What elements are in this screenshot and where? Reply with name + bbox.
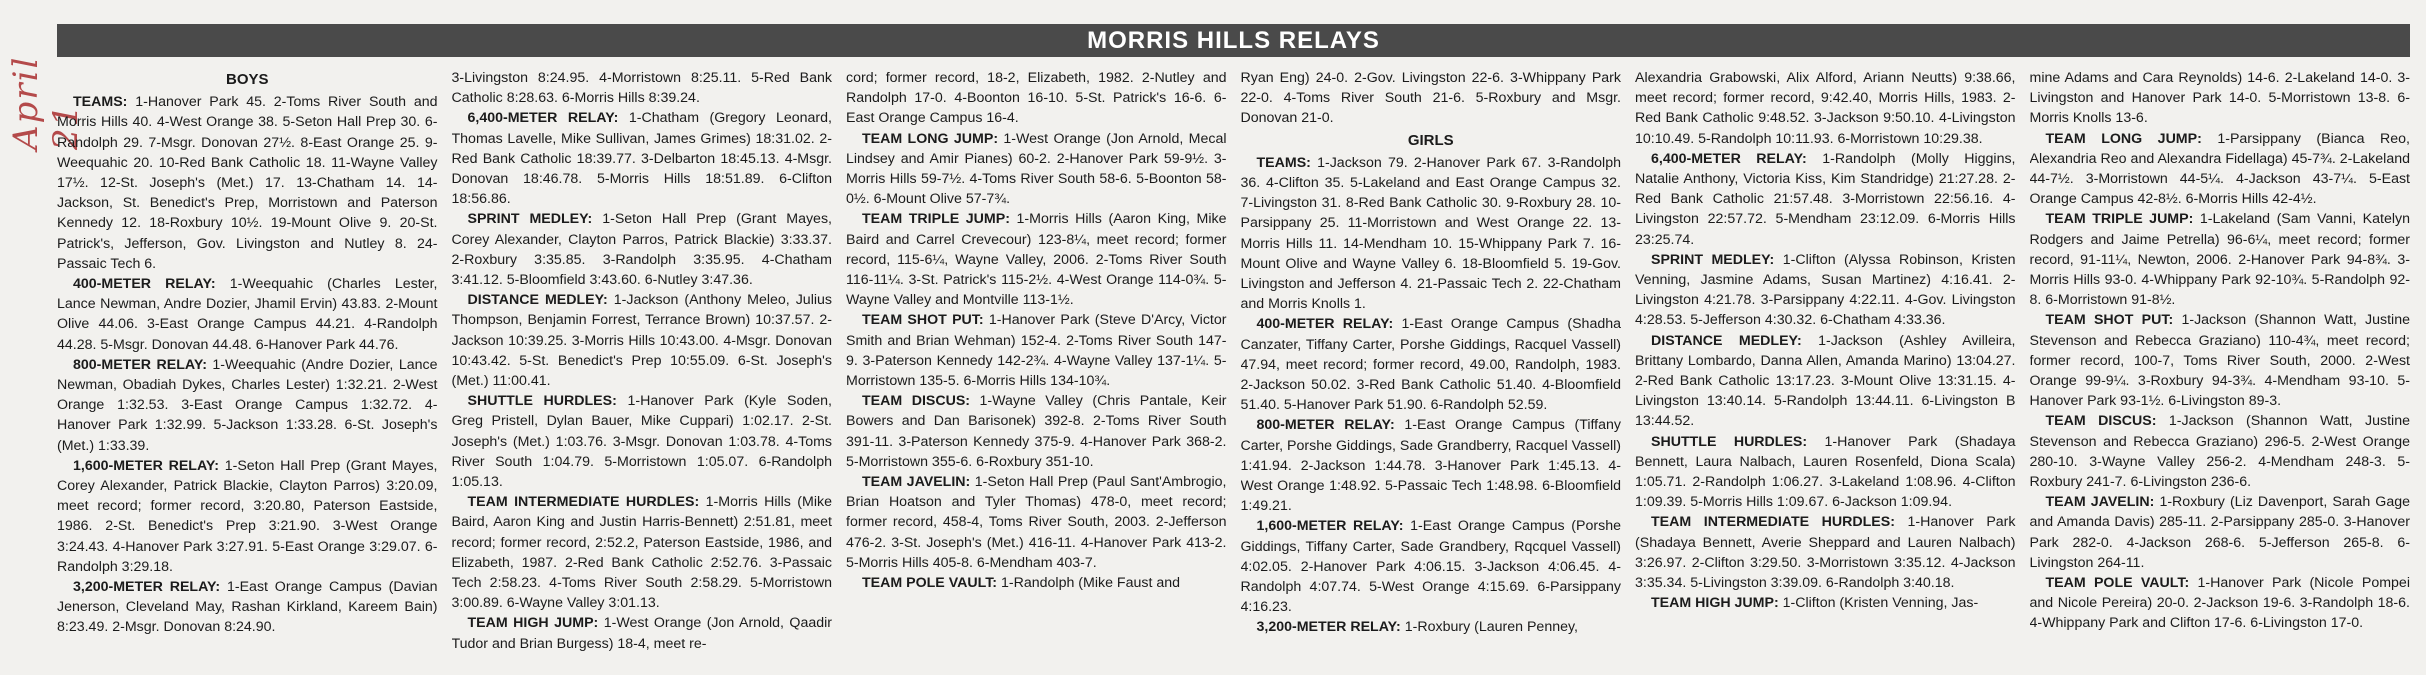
- column-3: [846, 68, 1227, 668]
- result-entry: [57, 456, 438, 577]
- column-6: [2030, 68, 2411, 668]
- event-results: 1-Hanover Park 45. 2-Toms River South and Morris Hills 40. 4-West Orange 38. 5-Seton Hall Prep 30. 6-Randolph 29. 7-Msgr. Donovan 27½. 8-East Orange 25. 9-Weequahic 20. 10-Red Bank Catholic 18. 11-Wayne Valley 17½. 12-St. Joseph's (Met.) 17. 13-Chatham 14. 14-Jackson, St. Benedict's Prep, Morristown and Paterson Kennedy 12. 18-Roxbury 10½. 19-Mount Olive 9. 20-St. Patrick's, Jefferson, Gov. Livingston and Nutley 8. 24-Passaic Tech 6.: [57, 94, 438, 272]
- result-entry: [452, 209, 833, 290]
- event-results: 1-Wayne Valley (Chris Pantale, Keir Bowers and Dan Barisonek) 392-8. 2-Toms River South 391-11. 3-Paterson Kennedy 375-9. 4-Hanover Park 368-2. 5-Morristown 355-6. 6-Roxbury 351-10.: [846, 393, 1227, 470]
- result-entry: [1635, 512, 2016, 593]
- result-entry: [1635, 432, 2016, 513]
- result-entry: [2030, 573, 2411, 634]
- handwritten-date-note: April 21: [6, 55, 86, 150]
- event-name: TEAMS:: [73, 94, 128, 111]
- result-entry: [846, 209, 1227, 310]
- event-results: 1-Roxbury (Liz Davenport, Sarah Gage and Amanda Davis) 285-11. 2-Parsippany 285-0. 3-Hanover Park 282-0. 4-Jackson 268-6. 5-Jefferson 265-8. 6-Livingston 264-11.: [2029, 494, 2410, 571]
- result-entry: [1635, 593, 2016, 613]
- result-entry: [1241, 68, 1622, 129]
- section-heading: GIRLS: [1407, 131, 1454, 149]
- event-results: 1-Parsippany (Bianca Reo, Alexandria Reo and Alexandra Fidellaga) 45-7¾. 2-Lakeland 44-7½. 3-Morristown 44-5¼. 4-Jackson 43-7¼. 5-East Orange Campus 42-8½. 6-Morris Hills 42-4½.: [2029, 130, 2410, 208]
- event-name: DISTANCE MEDLEY:: [1651, 332, 1802, 349]
- result-entry: [452, 290, 833, 391]
- result-entry: [1635, 331, 2016, 432]
- result-entry: [57, 355, 438, 456]
- result-entry: [1241, 415, 1622, 516]
- event-name: 800-METER RELAY:: [73, 356, 207, 373]
- event-name: 1,600-METER RELAY:: [73, 457, 220, 474]
- event-results: 1-Morris Hills (Aaron King, Mike Baird and Carrel Crevecour) 123-8¼, meet record; former record, 115-6¼, Wayne Valley, 2006. 2-Toms River South 116-11¼. 3-St. Patrick's 115-2½. 4-West Orange 114-0¾. 5-Wayne Valley and Montville 113-1½.: [846, 211, 1227, 309]
- event-results: 1-Hanover Park (Nicole Pompei and Nicole Pereira) 20-0. 2-Jackson 19-6. 3-Randolph 18-6. 4-Whippany Park and Clifton 17-6. 6-Livingston 17-0.: [2029, 575, 2410, 632]
- event-results: 1-West Orange (Jon Arnold, Qaadir Tudor and Brian Burgess) 18-4, meet re-: [451, 615, 832, 652]
- section-heading: BOYS: [225, 71, 269, 88]
- column-5: [1635, 68, 2016, 668]
- results-columns: [57, 68, 2410, 668]
- event-results: cord; former record, 18-2, Elizabeth, 1982. 2-Nutley and Randolph 17-0. 4-Boonton 16-10. 5-St. Patrick's 16-6. 6-East Orange Campus 16-4.: [846, 70, 1227, 127]
- event-results: Ryan Eng) 24-0. 2-Gov. Livingston 22-6. 3-Whippany Park 22-0. 4-Toms River South 21-6. 5-Roxbury and Msgr. Donovan 21-0.: [1240, 70, 1621, 127]
- event-results: 1-Hanover Park (Shadaya Bennett, Averie Sheppard and Lauren Nalbach) 3:26.97. 2-Clifton 3:29.50. 3-Morristown 3:35.12. 4-Jackson 3:35.34. 5-Livingston 3:39.09. 6-Randolph 3:40.18.: [1635, 514, 2016, 592]
- event-name: 400-METER RELAY:: [73, 276, 216, 293]
- result-entry: [846, 573, 1227, 593]
- event-results: 1-Seton Hall Prep (Paul Sant'Ambrogio, Brian Hoatson and Tyler Thomas) 478-0, meet record; former record, 458-4, Toms River South, 2003. 2-Jefferson 476-2. 3-St. Joseph's (Met.) 416-11. 4-Hanover Park 413-2. 5-Morris Hills 405-8. 6-Mendham 403-7.: [846, 474, 1227, 571]
- event-name: TEAM INTERMEDIATE HURDLES:: [467, 494, 700, 511]
- event-results: 1-East Orange Campus (Tiffany Carter, Porshe Giddings, Sade Grandberry, Racquel Vassell) 1:41.94. 2-Jackson 1:44.78. 3-Hanover Park 1:45.13. 4-West Orange 1:48.92. 5-Passaic Tech 1:48.98. 6-Bloomfield 1:49.21.: [1240, 417, 1621, 515]
- result-entry: [57, 274, 438, 355]
- result-entry: [1241, 617, 1622, 637]
- result-entry: [2030, 411, 2411, 492]
- event-name: 3,200-METER RELAY:: [73, 579, 221, 596]
- result-entry: [57, 92, 438, 274]
- result-entry: [452, 391, 833, 492]
- result-entry: [452, 108, 833, 209]
- result-entry: [2030, 310, 2411, 411]
- event-results: 1-Seton Hall Prep (Grant Mayes, Corey Alexander, Patrick Blackie, Clayton Parros) 3:20.09, meet record; former record, 3:20.80, Paterson Eastside, 1986. 2-St. Benedict's Prep 3:21.90. 3-West Orange 3:24.43. 4-Hanover Park 3:27.91. 5-East Orange 3:29.07. 6-Randolph 3:29.18.: [57, 457, 438, 575]
- result-entry: [452, 613, 833, 653]
- event-results: 1-Randolph (Molly Higgins, Natalie Anthony, Victoria Kiss, Kim Standridge) 21:27.28. 2-Red Bank Catholic 21:57.48. 3-Morristown 22:56.16. 4-Livingston 22:57.72. 5-Mendham 23:12.09. 6-Morris Hills 23:25.74.: [1635, 150, 2016, 248]
- event-results: 1-Jackson (Anthony Meleo, Julius Thompson, Benjamin Forrest, Terrance Brown) 10:37.57. 2-Jackson 10:39.25. 3-Morris Hills 10:43.00. 4-Msgr. Donovan 10:43.42. 5-St. Benedict's Prep 10:55.09. 6-St. Joseph's (Met.) 11:00.41.: [451, 292, 832, 390]
- event-results: 1-Weequahic (Andre Dozier, Lance Newman, Obadiah Dykes, Charles Lester) 1:32.21. 2-West Orange 1:32.53. 3-East Orange Campus 1:32.72. 4-Hanover Park 1:32.99. 5-Jackson 1:33.28. 6-St. Joseph's (Met.) 1:33.39.: [57, 356, 438, 454]
- result-entry: [2030, 492, 2411, 573]
- event-results: 1-Hanover Park (Steve D'Arcy, Victor Smith and Brian Wehman) 152-4. 2-Toms River South 147-9. 3-Paterson Kennedy 142-2¾. 4-Wayne Valley 137-1¼. 5-Morristown 135-5. 6-Morris Hills 134-10¾.: [846, 312, 1227, 390]
- result-entry: [1635, 68, 2016, 149]
- result-entry: [2030, 68, 2411, 129]
- event-name: TEAM TRIPLE JUMP:: [862, 211, 1010, 228]
- event-name: TEAM SHOT PUT:: [862, 312, 984, 329]
- event-results: 1-Lakeland (Sam Vanni, Katelyn Rodgers and Jaime Petrella) 96-6¼, meet record; former record, 91-11¼, Newton, 2006. 2-Hanover Park 94-8¾. 3-Morris Hills 93-0. 4-Whippany Park 92-10¾. 5-Randolph 92-8. 6-Morristown 91-8½.: [2029, 211, 2410, 309]
- column-2: [452, 68, 833, 668]
- result-entry: [452, 68, 833, 108]
- event-name: TEAM LONG JUMP:: [862, 130, 999, 147]
- event-name: TEAM INTERMEDIATE HURDLES:: [1651, 514, 1895, 531]
- page-title: MORRIS HILLS RELAYS: [1087, 26, 1380, 54]
- event-name: SHUTTLE HURDLES:: [467, 393, 617, 410]
- result-entry: [57, 577, 438, 638]
- result-entry: [2030, 209, 2411, 310]
- event-results: 1-East Orange Campus (Porshe Giddings, Tiffany Carter, Sade Grandbery, Rqcquel Vassell) 4:02.05. 2-Hanover Park 4:06.15. 3-Jackson 4:06.45. 4-Randolph 4:07.74. 5-West Orange 4:15.69. 6-Parsippany 4:16.23.: [1240, 518, 1621, 616]
- column-4: [1241, 68, 1622, 668]
- event-name: TEAM DISCUS:: [2045, 413, 2157, 430]
- result-entry: [452, 492, 833, 613]
- event-name: TEAM HIGH JUMP:: [1651, 595, 1779, 612]
- result-entry: [846, 129, 1227, 210]
- event-results: 1-Morris Hills (Mike Baird, Aaron King and Justin Harris-Bennett) 2:51.81, meet record; former record, 2:52.2, Paterson Eastside, 1986, and Elizabeth, 1987. 2-Red Bank Catholic 2:52.76. 3-Passaic Tech 2:58.23. 4-Toms River South 2:58.29. 5-Morristown 3:00.89. 6-Wayne Valley 3:01.13.: [451, 494, 832, 612]
- event-results: 1-Jackson (Shannon Watt, Justine Stevenson and Rebecca Graziano) 110-4¾, meet record; former record, 100-7, Toms River South, 2000. 2-West Orange 99-9¼. 3-Roxbury 94-3¾. 4-Mendham 93-10. 5-Hanover Park 93-1½. 6-Livingston 89-3.: [2029, 312, 2410, 410]
- event-results: 3-Livingston 8:24.95. 4-Morristown 8:25.11. 5-Red Bank Catholic 8:28.63. 6-Morris Hills 8:39.24.: [451, 70, 832, 107]
- section-banner: [57, 24, 2410, 57]
- event-results: 1-Hanover Park (Shadaya Bennett, Laura Nalbach, Lauren Rosenfeld, Diona Scala) 1:05.71. 2-Randolph 1:06.27. 3-Lakeland 1:08.96. 4-Clifton 1:09.39. 5-Morris Hills 1:09.67. 6-Jackson 1:09.94.: [1635, 433, 2016, 511]
- event-name: TEAM JAVELIN:: [862, 474, 971, 491]
- event-name: SHUTTLE HURDLES:: [1651, 433, 1808, 450]
- result-entry: [1241, 516, 1622, 617]
- event-name: 800-METER RELAY:: [1256, 417, 1395, 434]
- event-name: DISTANCE MEDLEY:: [467, 292, 608, 309]
- event-results: 1-East Orange Campus (Davian Jenerson, Cleveland May, Rashan Kirkland, Kareem Bain) 8:23.49. 2-Msgr. Donovan 8:24.90.: [57, 579, 438, 636]
- event-name: TEAM POLE VAULT:: [2045, 575, 2190, 592]
- result-entry: [1241, 314, 1622, 415]
- event-name: 1,600-METER RELAY:: [1256, 518, 1404, 535]
- event-name: TEAMS:: [1256, 154, 1311, 171]
- event-results: 1-Weequahic (Charles Lester, Lance Newman, Andre Dozier, Jhamil Ervin) 43.83. 2-Mount Olive 44.06. 3-East Orange Campus 44.21. 4-Randolph 44.28. 5-Msgr. Donovan 44.48. 6-Hanover Park 44.76.: [57, 276, 438, 353]
- event-name: TEAM LONG JUMP:: [2045, 130, 2202, 147]
- event-results: 1-West Orange (Jon Arnold, Mecal Lindsey and Amir Pianes) 60-2. 2-Hanover Park 59-9½. 3-Morris Hills 59-7½. 4-Toms River South 58-6. 5-Boonton 58-0½. 6-Mount Olive 57-7¾.: [846, 130, 1227, 208]
- event-results: 1-East Orange Campus (Shadha Canzater, Tiffany Carter, Porshe Giddings, Racquel Vassell) 47.94, meet record; former record, 49.00, Randolph, 1983. 2-Jackson 50.02. 3-Red Bank Catholic 51.40. 4-Bloomfield 51.40. 5-Hanover Park 51.90. 6-Randolph 52.59.: [1240, 316, 1621, 414]
- event-results: 1-Seton Hall Prep (Grant Mayes, Corey Alexander, Clayton Parros, Patrick Blackie) 3:33.37. 2-Roxbury 3:35.85. 3-Randolph 3:35.95. 4-Chatham 3:41.12. 5-Bloomfield 3:43.60. 6-Nutley 3:47.36.: [451, 211, 832, 289]
- event-results: Alexandria Grabowski, Alix Alford, Ariann Neutts) 9:38.66, meet record; former record, 9:42.40, Morris Hills, 1983. 2-Red Bank Catholic 9:48.52. 3-Jackson 9:50.10. 4-Livingston 10:10.49. 5-Randolph 10:11.93. 6-Morristown 10:29.38.: [1635, 70, 2016, 147]
- event-results: 1-Chatham (Gregory Leonard, Thomas Lavelle, Mike Sullivan, James Grimes) 18:31.02. 2-Red Bank Catholic 18:39.77. 3-Delbarton 18:45.13. 4-Msgr. Donovan 18:46.78. 5-Morris Hills 18:51.89. 6-Clifton 18:56.86.: [451, 110, 832, 208]
- event-name: TEAM JAVELIN:: [2045, 494, 2155, 511]
- event-name: 6,400-METER RELAY:: [467, 110, 619, 127]
- result-entry: [846, 310, 1227, 391]
- event-name: SPRINT MEDLEY:: [467, 211, 593, 228]
- event-name: SPRINT MEDLEY:: [1651, 251, 1775, 268]
- result-entry: [846, 68, 1227, 129]
- result-entry: [1635, 250, 2016, 331]
- event-results: 1-Randolph (Mike Faust and: [1001, 575, 1181, 592]
- result-entry: [1241, 153, 1622, 315]
- event-results: 1-Jackson (Ashley Avilleira, Brittany Lombardo, Danna Allen, Amanda Marino) 13:04.27. 2-Red Bank Catholic 13:17.23. 3-Mount Olive 13:31.15. 4-Livingston 13:40.14. 5-Randolph 13:44.11. 6-Livingston B 13:44.52.: [1635, 332, 2016, 430]
- event-name: TEAM HIGH JUMP:: [467, 615, 599, 632]
- event-results: 1-Hanover Park (Kyle Soden, Greg Pristell, Dylan Bauer, Mike Cuppari) 1:02.17. 2-St. Joseph's (Met.) 1:03.76. 3-Msgr. Donovan 1:03.78. 4-Toms River South 1:04.79. 5-Morristown 1:05.07. 6-Randolph 1:05.13.: [451, 393, 832, 491]
- event-results: mine Adams and Cara Reynolds) 14-6. 2-Lakeland 14-0. 3-Livingston and Hanover Park 14-0. 5-Morristown 13-8. 6-Morris Knolls 13-6.: [2029, 70, 2410, 127]
- event-results: 1-Clifton (Alyssa Robinson, Kristen Venning, Jasmine Adams, Susan Martinez) 4:16.41. 2-Livingston 4:21.78. 3-Parsippany 4:22.11. 4-Gov. Livingston 4:28.53. 5-Jefferson 4:30.32. 6-Chatham 4:33.36.: [1635, 251, 2016, 329]
- event-name: TEAM DISCUS:: [862, 393, 971, 410]
- event-name: 400-METER RELAY:: [1256, 316, 1394, 333]
- event-name: TEAM SHOT PUT:: [2045, 312, 2174, 329]
- event-results: 1-Clifton (Kristen Venning, Jas-: [1782, 595, 1979, 612]
- event-name: TEAM TRIPLE JUMP:: [2045, 211, 2194, 228]
- result-entry: [846, 391, 1227, 472]
- result-entry: [846, 472, 1227, 573]
- event-name: 6,400-METER RELAY:: [1651, 150, 1807, 167]
- event-name: 3,200-METER RELAY:: [1256, 619, 1401, 636]
- column-1: [57, 68, 438, 668]
- event-results: 1-Jackson (Shannon Watt, Justine Stevenson and Rebecca Graziano) 296-5. 2-West Orange 280-10. 3-Wayne Valley 256-2. 4-Mendham 248-3. 5-Roxbury 241-7. 6-Livingston 236-6.: [2029, 413, 2410, 491]
- event-name: TEAM POLE VAULT:: [862, 575, 998, 592]
- event-results: 1-Roxbury (Lauren Penney,: [1404, 619, 1578, 636]
- result-entry: [2030, 129, 2411, 210]
- event-results: 1-Jackson 79. 2-Hanover Park 67. 3-Randolph 36. 4-Clifton 35. 5-Lakeland and East Orange Campus 32. 7-Livingston 31. 8-Red Bank Catholic 30. 9-Roxbury 28. 10-Parsippany 25. 11-Morristown and West Orange 22. 13-Morris Hills 11. 14-Mendham 10. 15-Whippany Park 7. 16-Mount Olive and Wayne Valley 6. 18-Bloomfield 5. 19-Gov. Livingston and Jefferson 4. 21-Passaic Tech 2. 22-Chatham and Morris Knolls 1.: [1240, 154, 1621, 313]
- result-entry: [1635, 149, 2016, 250]
